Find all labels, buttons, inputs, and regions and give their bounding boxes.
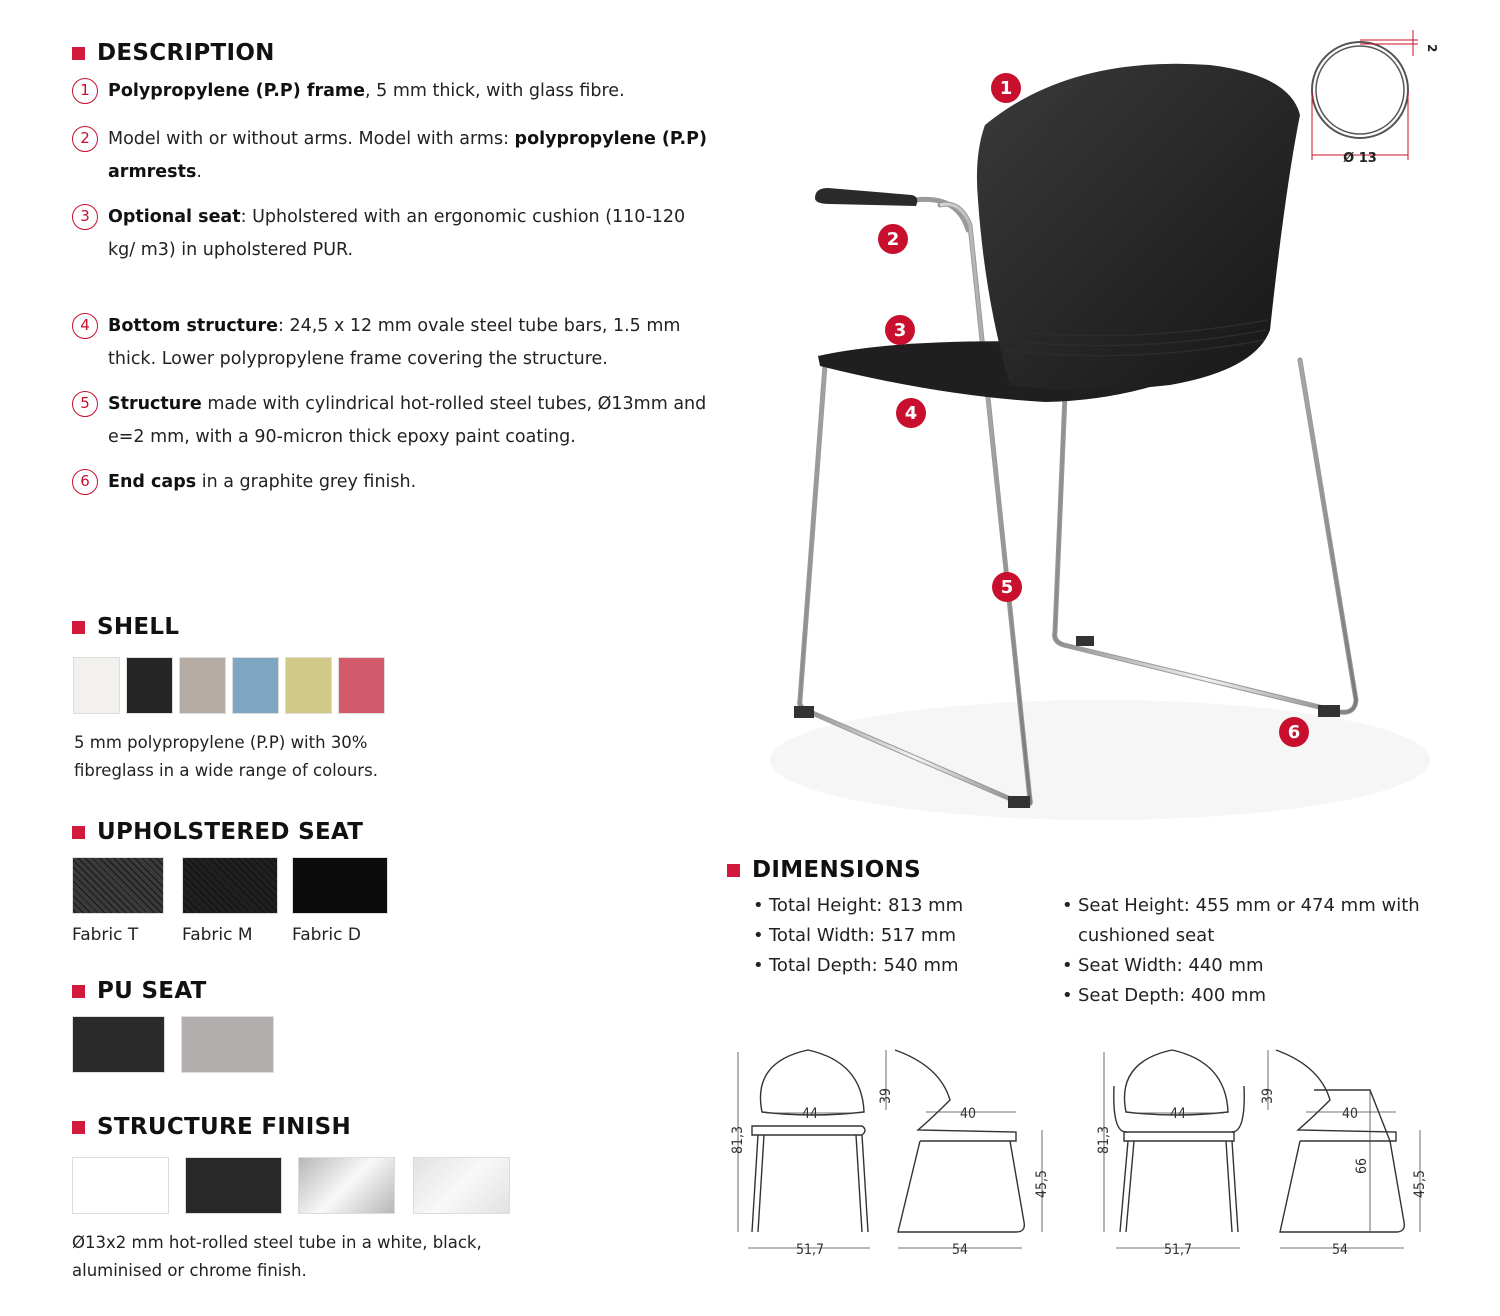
shell-color-swatch[interactable] bbox=[179, 657, 226, 714]
heading-marker bbox=[72, 1121, 85, 1134]
part-badge-5 bbox=[992, 572, 1022, 602]
part-badge-3 bbox=[885, 315, 915, 345]
pu-swatch[interactable] bbox=[181, 1016, 274, 1073]
dim-back-height-label: 39 bbox=[1260, 1087, 1276, 1105]
fabric-swatch-d[interactable] bbox=[292, 857, 388, 914]
item-bold: polypropylene (P.P) armrests bbox=[108, 129, 707, 182]
description-item-3 bbox=[72, 201, 712, 267]
item-bold: Polypropylene (P.P) frame bbox=[108, 81, 365, 101]
structure-finish-swatch[interactable] bbox=[72, 1157, 169, 1214]
fabric-label: Fabric T bbox=[72, 925, 139, 945]
item-text: : 24,5 x 12 mm ovale steel tube bars, 1.5 mm thick. Lower polypropylene frame covering the structure. bbox=[108, 316, 681, 369]
part-badge-2 bbox=[878, 224, 908, 254]
shell-title: SHELL bbox=[97, 614, 180, 640]
item-text: in a graphite grey finish. bbox=[196, 472, 417, 492]
dimensions-title: DIMENSIONS bbox=[752, 857, 921, 883]
description-heading bbox=[72, 40, 275, 66]
description-item-1 bbox=[72, 75, 712, 108]
part-badge-4 bbox=[896, 398, 926, 428]
dim-seat-depth-label: 40 bbox=[959, 1106, 977, 1122]
dimension-item: • Seat Height: 455 mm or 474 mm with bbox=[1062, 891, 1442, 921]
dim-depth-label: 54 bbox=[951, 1242, 969, 1258]
item-text: , 5 mm thick, with glass fibre. bbox=[365, 81, 625, 101]
item-number: 2 bbox=[72, 126, 98, 152]
item-text: : Upholstered with an ergonomic cushion (110-120 kg/ m3) in upholstered PUR. bbox=[108, 207, 686, 260]
dimension-item: • Seat Depth: 400 mm bbox=[1062, 981, 1442, 1011]
dimensions-list-right bbox=[1062, 891, 1442, 1011]
pu-heading bbox=[72, 978, 207, 1004]
structure-heading bbox=[72, 1114, 351, 1140]
heading-marker bbox=[72, 621, 85, 634]
structure-caption: Ø13x2 mm hot-rolled steel tube in a white, black, aluminised or chrome finish. bbox=[72, 1233, 482, 1280]
item-number: 1 bbox=[72, 78, 98, 104]
item-bold: Bottom structure bbox=[108, 316, 279, 336]
dim-arm-height-label: 66 bbox=[1354, 1157, 1370, 1175]
part-badge-1 bbox=[991, 73, 1021, 103]
part-badge-6 bbox=[1279, 717, 1309, 747]
dimension-item: • Total Height: 813 mm bbox=[753, 891, 1043, 921]
heading-marker bbox=[72, 47, 85, 60]
heading-marker bbox=[72, 985, 85, 998]
dim-seat-depth-label: 40 bbox=[1341, 1106, 1359, 1122]
dim-seat-width-label: 44 bbox=[801, 1106, 819, 1122]
description-item-5 bbox=[72, 388, 712, 454]
item-bold: End caps bbox=[108, 472, 197, 492]
item-text: . bbox=[196, 162, 202, 182]
item-bold: Optional seat bbox=[108, 207, 241, 227]
heading-marker bbox=[72, 826, 85, 839]
end-cap bbox=[1008, 796, 1030, 808]
description-item-2 bbox=[72, 123, 712, 189]
pu-title: PU SEAT bbox=[97, 978, 207, 1004]
svg-text:1: 1 bbox=[999, 78, 1013, 99]
tube-thickness-label: 2 bbox=[1425, 44, 1439, 53]
dim-depth-label: 54 bbox=[1331, 1242, 1349, 1258]
tube-diameter-label: Ø 13 bbox=[1343, 151, 1377, 166]
shell-heading bbox=[72, 614, 179, 640]
structure-finish-swatch[interactable] bbox=[413, 1157, 510, 1214]
pu-swatch[interactable] bbox=[72, 1016, 165, 1073]
end-cap bbox=[1318, 705, 1340, 717]
svg-text:3: 3 bbox=[893, 320, 907, 341]
dimension-item-continuation: cushioned seat bbox=[1078, 925, 1215, 946]
dimensions-list-left bbox=[753, 891, 1043, 981]
item-number: 4 bbox=[72, 313, 98, 339]
dim-height-label: 81,3 bbox=[730, 1125, 746, 1155]
dimension-item: • Total Depth: 540 mm bbox=[753, 951, 1043, 981]
structure-title: STRUCTURE FINISH bbox=[97, 1114, 352, 1140]
dim-seat-width-label: 44 bbox=[1169, 1106, 1187, 1122]
technical-drawings bbox=[720, 1040, 1460, 1270]
svg-text:6: 6 bbox=[1287, 722, 1301, 743]
upholstered-heading bbox=[72, 819, 363, 845]
structure-finish-swatch[interactable] bbox=[298, 1157, 395, 1214]
structure-finish-swatch[interactable] bbox=[185, 1157, 282, 1214]
upholstered-title: UPHOLSTERED SEAT bbox=[97, 819, 364, 845]
shell-color-swatch[interactable] bbox=[126, 657, 173, 714]
fabric-swatch-m[interactable] bbox=[182, 857, 278, 914]
dim-seat-height-label: 45,5 bbox=[1034, 1169, 1050, 1199]
floor-shadow bbox=[770, 700, 1430, 820]
dim-height-label: 81,3 bbox=[1096, 1125, 1112, 1155]
description-title: DESCRIPTION bbox=[97, 40, 275, 66]
svg-text:2: 2 bbox=[886, 229, 900, 250]
dim-seat-height-label: 45,5 bbox=[1412, 1169, 1428, 1199]
item-text: Model with or without arms. Model with arms: bbox=[108, 129, 515, 149]
dim-total-width-label: 51,7 bbox=[1163, 1242, 1193, 1258]
shell-color-swatch[interactable] bbox=[232, 657, 279, 714]
description-item-6 bbox=[72, 466, 712, 499]
item-number: 6 bbox=[72, 469, 98, 495]
heading-marker bbox=[727, 864, 740, 877]
shell-color-swatch[interactable] bbox=[285, 657, 332, 714]
fabric-swatch-t[interactable] bbox=[72, 857, 164, 914]
tube-section-diagram bbox=[1300, 25, 1450, 175]
item-bold: Structure bbox=[108, 394, 202, 414]
dimension-item: • Total Width: 517 mm bbox=[753, 921, 1043, 951]
shell-color-swatch[interactable] bbox=[338, 657, 385, 714]
fabric-label: Fabric M bbox=[182, 925, 253, 945]
svg-text:4: 4 bbox=[904, 403, 918, 424]
item-text: made with cylindrical hot-rolled steel tubes, Ø13mm and e=2 mm, with a 90-micron thick epoxy paint coating. bbox=[108, 394, 707, 447]
item-number: 3 bbox=[72, 204, 98, 230]
dim-total-width-label: 51,7 bbox=[795, 1242, 825, 1258]
shell-caption: 5 mm polypropylene (P.P) with 30% fibreglass in a wide range of colours. bbox=[74, 733, 378, 780]
end-cap bbox=[1076, 636, 1094, 646]
svg-text:5: 5 bbox=[1000, 577, 1014, 598]
armrest bbox=[815, 188, 917, 206]
dimensions-heading bbox=[727, 857, 921, 883]
item-number: 5 bbox=[72, 391, 98, 417]
shell-color-swatch[interactable] bbox=[73, 657, 120, 714]
end-cap bbox=[794, 706, 814, 718]
description-item-4 bbox=[72, 310, 712, 376]
fabric-label: Fabric D bbox=[292, 925, 361, 945]
shell-back bbox=[977, 64, 1300, 390]
dim-back-height-label: 39 bbox=[878, 1087, 894, 1105]
dimension-item: • Seat Width: 440 mm bbox=[1062, 951, 1442, 981]
